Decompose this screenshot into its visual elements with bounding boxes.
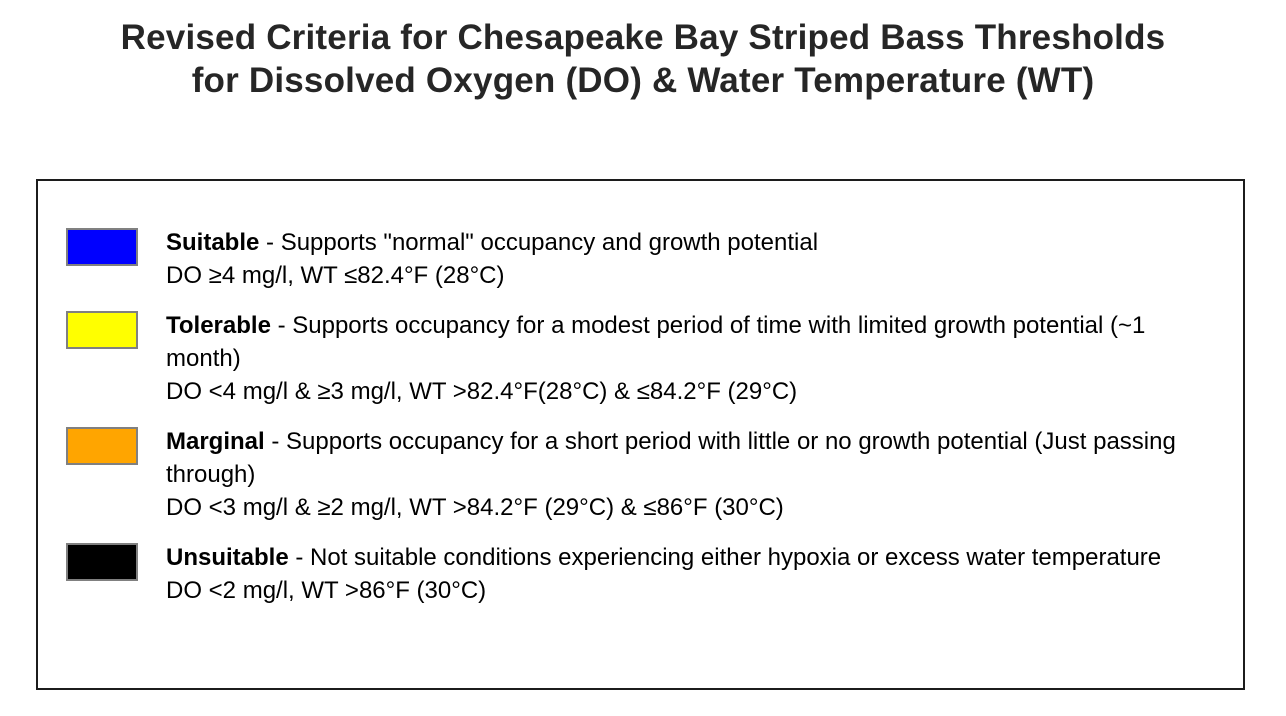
legend-row-tolerable: [66, 309, 1221, 408]
category-name: Tolerable: [166, 312, 271, 339]
unsuitable-criteria: DO <2 mg/l, WT >86°F (30°C): [166, 577, 487, 604]
legend-row-marginal: [66, 425, 1221, 524]
marginal-description: [166, 425, 1221, 491]
legend-box: [36, 179, 1245, 690]
marginal-color-swatch: [66, 427, 138, 465]
tolerable-criteria: DO <4 mg/l & ≥3 mg/l, WT >82.4°F(28°C) & ≤84.2°F (29°C): [166, 378, 798, 405]
unsuitable-entry-text: [166, 541, 1221, 607]
legend-row-unsuitable: [66, 541, 1221, 607]
suitable-criteria: DO ≥4 mg/l, WT ≤82.4°F (28°C): [166, 262, 505, 289]
page-title: [0, 16, 1286, 102]
suitable-description: [166, 226, 1221, 259]
marginal-criteria: DO <3 mg/l & ≥2 mg/l, WT >84.2°F (29°C) & ≤86°F (30°C): [166, 494, 784, 521]
tolerable-entry-text: [166, 309, 1221, 408]
category-description: - Not suitable conditions experiencing either hypoxia or excess water temperature: [295, 544, 1162, 571]
tolerable-description: [166, 309, 1221, 375]
category-description: - Supports occupancy for a short period with little or no growth potential (Just passing through): [166, 428, 1176, 488]
unsuitable-description: [166, 541, 1221, 574]
category-description: - Supports "normal" occupancy and growth potential: [266, 229, 819, 256]
unsuitable-color-swatch: [66, 543, 138, 581]
category-description: - Supports occupancy for a modest period of time with limited growth potential (~1 month): [166, 312, 1146, 372]
suitable-entry-text: [166, 226, 1221, 292]
category-name: Marginal: [166, 428, 265, 455]
legend-row-suitable: [66, 226, 1221, 292]
category-name: Unsuitable: [166, 544, 289, 571]
marginal-entry-text: [166, 425, 1221, 524]
page-title-line1: Revised Criteria for Chesapeake Bay Striped Bass Thresholds: [120, 18, 1166, 57]
tolerable-color-swatch: [66, 311, 138, 349]
page-title-line2: for Dissolved Oxygen (DO) & Water Temperature (WT): [191, 61, 1095, 100]
suitable-color-swatch: [66, 228, 138, 266]
category-name: Suitable: [166, 229, 260, 256]
